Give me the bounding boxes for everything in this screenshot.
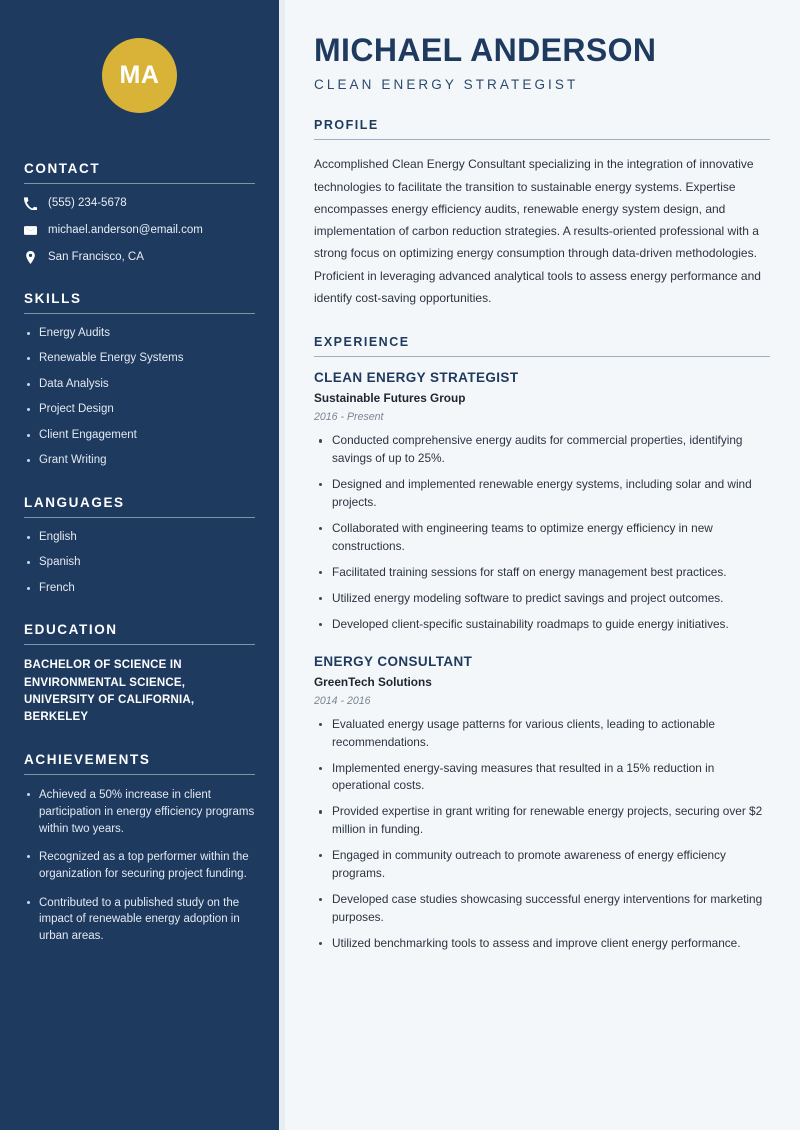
list-item: Renewable Energy Systems (24, 351, 255, 367)
sidebar-section-skills (24, 291, 255, 469)
achievements-heading: ACHIEVEMENTS (24, 752, 151, 768)
contact-item-phone[interactable] (24, 196, 255, 211)
achievements-divider (24, 774, 255, 775)
section-experience (314, 335, 770, 952)
main-content (285, 0, 800, 1130)
list-item: Collaborated with engineering teams to optimize energy efficiency in new constructions. (314, 520, 770, 556)
job-title: CLEAN ENERGY STRATEGIST (314, 370, 519, 386)
contact-item-location[interactable] (24, 250, 255, 265)
avatar: MA (102, 38, 177, 113)
profile-text: Accomplished Clean Energy Consultant specializing in the integration of innovative technologies to facilitate the transition to sustainable energy systems. Expertise encompasses energy efficiency audits, renewable energy system design, and implementation of carbon reduction strategies. A results-oriented professional with a strong focus on optimizing energy consumption through data-driven methodologies. Proficient in leveraging advanced analytical tools to assess energy performance and identify cost-saving opportunities. (314, 157, 761, 306)
list-item: Spanish (24, 555, 255, 571)
list-item: Energy Audits (24, 326, 255, 342)
education-entry: BACHELOR OF SCIENCE IN ENVIRONMENTAL SCIENCE, UNIVERSITY OF CALIFORNIA, BERKELEY (24, 659, 195, 724)
list-item: Contributed to a published study on the impact of renewable energy adoption in urban areas. (24, 895, 255, 945)
contact-location-value: San Francisco, CA (48, 250, 144, 263)
list-item: Developed case studies showcasing successful energy interventions for marketing purposes. (314, 891, 770, 927)
languages-heading: LANGUAGES (24, 494, 125, 510)
experience-entry (314, 370, 770, 633)
job-bullet-list (314, 432, 770, 633)
list-item: Designed and implemented renewable energy systems, including solar and wind projects. (314, 476, 770, 512)
contact-divider (24, 183, 255, 184)
contact-item-email[interactable] (24, 223, 255, 238)
sidebar-section-education (24, 622, 255, 726)
languages-divider (24, 517, 255, 518)
avatar-container (24, 0, 255, 113)
sidebar-section-achievements (24, 752, 255, 944)
page-title: MICHAEL ANDERSON (314, 32, 657, 68)
job-bullet-list (314, 716, 770, 953)
job-dates: 2014 - 2016 (314, 694, 371, 707)
list-item: Data Analysis (24, 377, 255, 393)
list-item: Project Design (24, 402, 255, 418)
list-item: Conducted comprehensive energy audits for commercial properties, identifying savings of up to 25%. (314, 432, 770, 468)
job-company: GreenTech Solutions (314, 674, 432, 689)
phone-icon (24, 197, 37, 210)
list-item: Recognized as a top performer within the organization for securing project funding. (24, 849, 255, 882)
skills-heading: SKILLS (24, 290, 82, 306)
list-item: Client Engagement (24, 428, 255, 444)
experience-divider (314, 356, 770, 357)
list-item: Developed client-specific sustainability roadmaps to guide energy initiatives. (314, 616, 770, 634)
list-item: English (24, 530, 255, 546)
job-role-subtitle: CLEAN ENERGY STRATEGIST (314, 77, 579, 93)
education-heading: EDUCATION (24, 622, 118, 638)
section-profile (314, 118, 770, 309)
experience-heading: EXPERIENCE (314, 335, 410, 350)
profile-heading: PROFILE (314, 118, 379, 133)
list-item: Utilized energy modeling software to predict savings and project outcomes. (314, 590, 770, 608)
list-item: Achieved a 50% increase in client participation in energy efficiency programs within two years. (24, 787, 255, 837)
list-item: Grant Writing (24, 453, 255, 469)
sidebar-section-contact (24, 161, 255, 265)
contact-list (24, 196, 255, 265)
achievements-list (24, 787, 255, 944)
skills-divider (24, 313, 255, 314)
skills-list (24, 326, 255, 469)
list-item: Implemented energy-saving measures that resulted in a 15% reduction in operational costs. (314, 760, 770, 796)
list-item: French (24, 581, 255, 597)
contact-email-value: michael.anderson@email.com (48, 223, 203, 236)
map-pin-icon (24, 251, 37, 264)
list-item: Evaluated energy usage patterns for various clients, leading to actionable recommendations. (314, 716, 770, 752)
experience-entry (314, 654, 770, 953)
sidebar-section-languages (24, 495, 255, 597)
list-item: Provided expertise in grant writing for renewable energy projects, securing over $2 million in funding. (314, 803, 770, 839)
languages-list (24, 530, 255, 597)
list-item: Utilized benchmarking tools to assess and improve client energy performance. (314, 935, 770, 953)
sidebar (0, 0, 279, 1130)
envelope-icon (24, 224, 37, 237)
job-dates: 2016 - Present (314, 411, 384, 424)
contact-heading: CONTACT (24, 161, 101, 176)
list-item: Engaged in community outreach to promote awareness of energy efficiency programs. (314, 847, 770, 883)
list-item: Facilitated training sessions for staff on energy management best practices. (314, 564, 770, 582)
profile-divider (314, 139, 770, 140)
job-title: ENERGY CONSULTANT (314, 653, 473, 669)
education-divider (24, 644, 255, 645)
contact-phone-value: (555) 234-5678 (48, 197, 127, 209)
job-company: Sustainable Futures Group (314, 391, 466, 406)
